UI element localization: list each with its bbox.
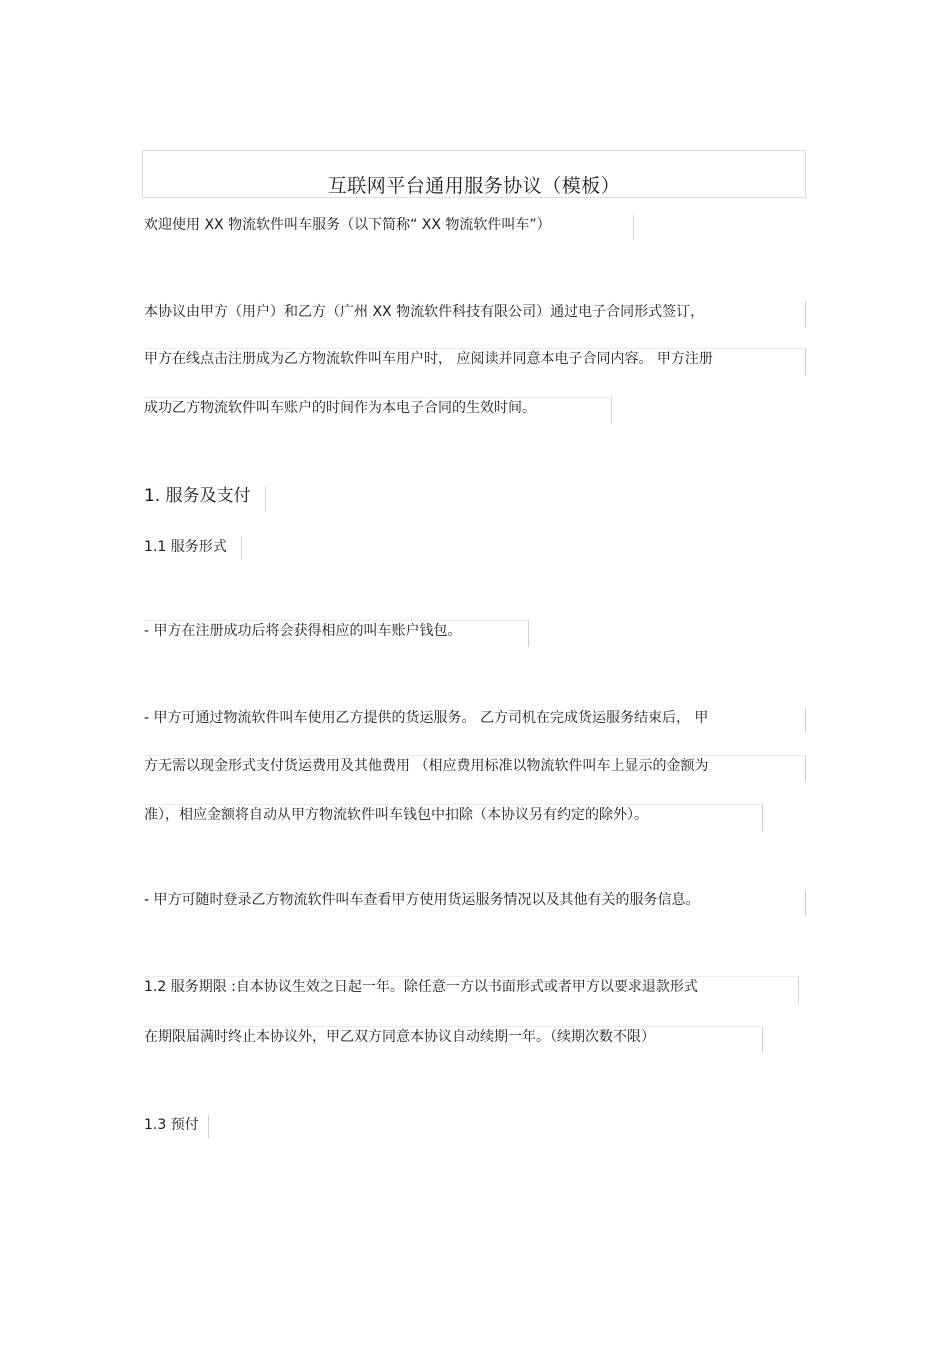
bullet-freight-line-1: - 甲方可通过物流软件叫车使用乙方提供的货运服务。 乙方司机在完成货运服务结束后， 甲 (144, 708, 806, 733)
intro-line: 欢迎使用 XX 物流软件叫车服务（以下简称“ XX 物流软件叫车”） (144, 215, 634, 240)
document-title: 互联网平台通用服务协议（模板） (327, 175, 621, 197)
agreement-paragraph-line-3: 成功乙方物流软件叫车账户的时间作为本电子合同的生效时间。 (144, 397, 612, 424)
bullet-freight-line-2: 方无需以现金形式支付货运费用及其他费用 （相应费用标准以物流软件叫车上显示的金额为 (144, 755, 806, 782)
section-1-3-heading: 1.3 预付 (144, 1115, 209, 1138)
section-1-2-line-2: 在期限届满时终止本协议外，甲乙双方同意本协议自动续期一年。（续期次数不限） (144, 1026, 763, 1053)
title-box (142, 150, 806, 198)
section-1-2-line-1: 1.2 服务期限 :自本协议生效之日起一年。除任意一方以书面形式或者甲方以要求退款形式 (144, 976, 799, 1003)
bullet-view-info: - 甲方可随时登录乙方物流软件叫车查看甲方使用货运服务情况以及其他有关的服务信息。 (144, 890, 806, 915)
bullet-freight-line-3: 准），相应金额将自动从甲方物流软件叫车钱包中扣除（本协议另有约定的除外）。 (144, 804, 763, 831)
bullet-wallet: - 甲方在注册成功后将会获得相应的叫车账户钱包。 (144, 620, 529, 647)
section-1-heading: 1. 服务及支付 (144, 486, 266, 512)
agreement-paragraph-line-2: 甲方在线点击注册成为乙方物流软件叫车用户时， 应阅读并同意本电子合同内容。 甲方注册 (144, 348, 806, 375)
section-1-1-heading: 1.1 服务形式 (144, 537, 242, 560)
agreement-paragraph-line-1: 本协议由甲方（用户）和乙方（广州 XX 物流软件科技有限公司）通过电子合同形式签订， (144, 302, 806, 327)
